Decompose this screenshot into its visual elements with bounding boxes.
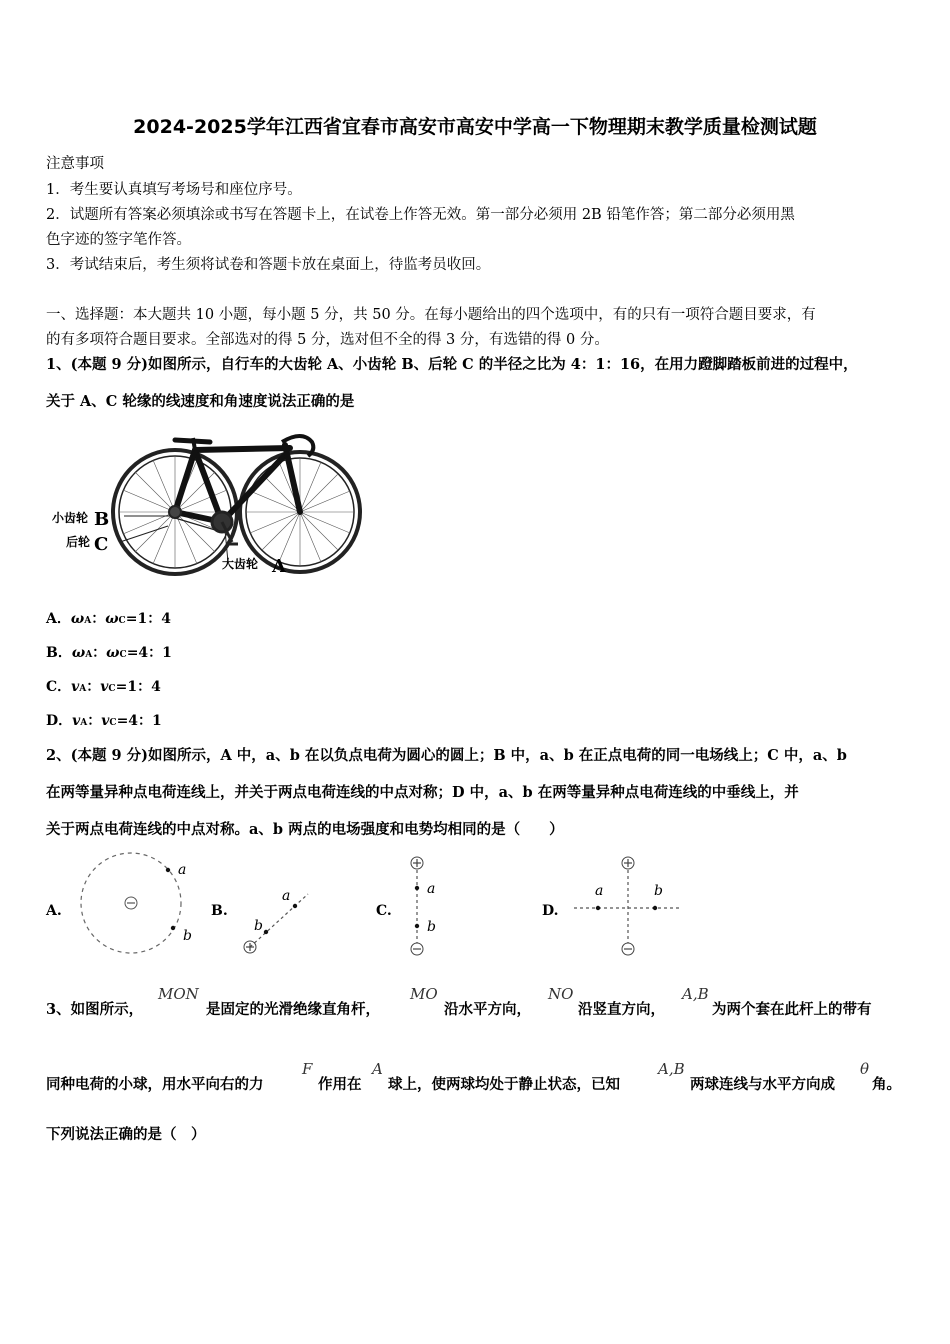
bicycle-figure (50, 420, 360, 580)
label-C: C (94, 534, 109, 555)
q3-math-mon: MON (158, 985, 199, 1003)
notice-item-2-cont: 色字迹的签字笔作答。 (46, 232, 191, 248)
q3-math-mo: MO (410, 985, 438, 1003)
q1-option-b[interactable]: B．ωA：ωC=4：1 (46, 645, 172, 661)
q2-fig-label-d[interactable]: D. (542, 903, 559, 919)
label-small-gear: 小齿轮 (52, 511, 89, 525)
fig-d-point-b: b (654, 883, 663, 899)
q3-math-a: A (372, 1060, 383, 1078)
section1-line1: 一、选择题：本大题共 10 小题，每小题 5 分，共 50 分。在每小题给出的四个选项中，有的只有一项符合题目要求，有 (46, 307, 816, 323)
label-big-gear: 大齿轮 (222, 557, 259, 571)
q2-figure-d (570, 852, 690, 962)
q2-fig-label-c[interactable]: C. (376, 903, 392, 919)
q2-line2: 在两等量异种点电荷连线上，并关于两点电荷连线的中点对称；D 中，a、b 在两等量异种点电荷连线的中垂线上，并 (46, 784, 799, 801)
q3-text-9: 两球连线与水平方向成 (690, 1076, 835, 1093)
q2-figure-b (238, 880, 318, 960)
fig-d-point-a: a (595, 883, 604, 899)
label-B: B (94, 509, 110, 530)
q3-text-6: 同种电荷的小球，用水平向右的力 (46, 1076, 264, 1093)
q1-option-d[interactable]: D．vA：vC=4：1 (46, 713, 162, 729)
q3-text-4: 沿竖直方向， (578, 1001, 665, 1018)
fig-a-point-b: b (183, 928, 192, 944)
q3-text-1: 3、如图所示， (46, 1001, 144, 1018)
notice-item-2: 2．试题所有答案必须填涂或书写在答题卡上，在试卷上作答无效。第一部分必须用 2B 铅笔作答；第二部分必须用黑 (46, 207, 795, 223)
fig-b-point-b: b (254, 918, 263, 934)
label-A: A (272, 556, 286, 577)
q3-text-3: 沿水平方向， (444, 1001, 531, 1018)
q2-fig-label-b[interactable]: B. (211, 903, 228, 919)
fig-c-point-b: b (427, 919, 436, 935)
q2-figure-a (78, 850, 192, 960)
q3-math-f: F (302, 1060, 313, 1078)
q1-line2: 关于 A、C 轮缘的线速度和角速度说法正确的是 (46, 393, 355, 410)
section1-line2: 的有多项符合题目要求。全部选对的得 5 分，选对但不全的得 3 分，有选错的得 0 分。 (46, 332, 609, 348)
q2-fig-label-a[interactable]: A. (46, 903, 62, 919)
q3-math-ab-2: A,B (658, 1060, 685, 1078)
q1-option-a[interactable]: A．ωA：ωC=1：4 (46, 611, 171, 627)
q2-line3: 关于两点电荷连线的中点对称。a、b 两点的电场强度和电势均相同的是（ ） (46, 821, 564, 838)
q3-text-5: 为两个套在此杆上的带有 (712, 1001, 872, 1018)
exam-title: 2024-2025学年江西省宜春市高安市高安中学高一下物理期末教学质量检测试题 (133, 116, 817, 138)
q2-figure-c (400, 852, 450, 962)
fig-b-point-a: a (282, 888, 291, 904)
q3-math-ab: A,B (682, 985, 709, 1003)
q1-line1: 1、(本题 9 分)如图所示，自行车的大齿轮 A、小齿轮 B、后轮 C 的半径之比为 4：1：16，在用力蹬脚踏板前进的过程中， (46, 356, 858, 373)
q3-text-11: 下列说法正确的是（ ） (46, 1126, 206, 1143)
notice-heading: 注意事项 (46, 156, 104, 172)
q3-text-7: 作用在 (318, 1076, 362, 1093)
q3-text-2: 是固定的光滑绝缘直角杆， (206, 1001, 380, 1018)
notice-item-3: 3．考试结束后，考生须将试卷和答题卡放在桌面上，待监考员收回。 (46, 257, 491, 273)
notice-item-1: 1．考生要认真填写考场号和座位序号。 (46, 182, 302, 198)
fig-c-point-a: a (427, 881, 436, 897)
label-rear-wheel: 后轮 (66, 535, 91, 549)
q3-math-no: NO (548, 985, 574, 1003)
q3-math-theta: θ (860, 1060, 870, 1078)
q3-text-8: 球上，使两球均处于静止状态，已知 (388, 1076, 620, 1093)
q3-text-10: 角。 (872, 1076, 901, 1093)
q1-option-c[interactable]: C．vA：vC=1：4 (46, 679, 161, 695)
q2-line1: 2、(本题 9 分)如图所示，A 中，a、b 在以负点电荷为圆心的圆上；B 中，a、b 在正点电荷的同一电场线上；C 中，a、b (46, 747, 847, 764)
fig-a-point-a: a (178, 862, 187, 878)
